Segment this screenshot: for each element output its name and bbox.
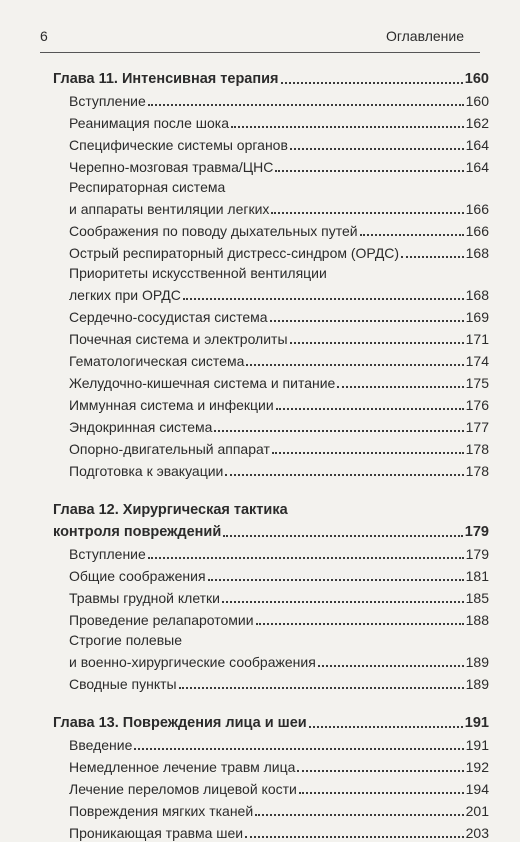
toc-entry[interactable] [53, 348, 489, 370]
entry-page-number: 175 [465, 375, 489, 391]
dot-leader [245, 836, 464, 838]
entry-title: и военно-хирургические соображения [69, 654, 316, 670]
entry-page-number: 194 [465, 781, 489, 797]
dot-leader [309, 726, 463, 728]
entry-page-number: 162 [465, 115, 489, 131]
dot-leader [134, 748, 463, 750]
toc-entry[interactable] [53, 370, 489, 392]
entry-title: Проникающая травма шеи [69, 825, 244, 841]
entry-page-number: 189 [465, 654, 489, 670]
chapter-title: Глава 13. Повреждения лица и шеи [53, 715, 307, 731]
entry-page-number: 201 [465, 803, 489, 819]
entry-page-number: 181 [465, 568, 489, 584]
dot-leader [223, 535, 463, 537]
toc-entry[interactable] [53, 392, 489, 414]
entry-title: Эндокринная система [69, 419, 213, 435]
toc-entry[interactable] [53, 754, 489, 776]
dot-leader [208, 579, 464, 581]
entry-title: Острый респираторный дистресс-синдром (ОРДС) [69, 245, 400, 261]
entry-title-line: Респираторная система [69, 179, 226, 195]
page-header [40, 28, 464, 48]
entry-page-number: 191 [465, 737, 489, 753]
entry-title: Соображения по поводу дыхательных путей [69, 223, 358, 239]
dot-leader [246, 364, 463, 366]
toc-entry[interactable] [53, 282, 489, 304]
dot-leader [297, 770, 463, 772]
entry-title-line: Строгие полевые [69, 632, 182, 648]
entry-title: Опорно-двигательный аппарат [69, 441, 270, 457]
toc-entry[interactable] [53, 240, 489, 262]
entry-title: Травмы грудной клетки [69, 590, 220, 606]
toc-entry[interactable] [53, 563, 489, 585]
dot-leader [225, 474, 463, 476]
dot-leader [276, 408, 464, 410]
entry-page-number: 171 [465, 331, 489, 347]
dot-leader [299, 792, 464, 794]
entry-page-number: 178 [465, 441, 489, 457]
chapter-heading-row[interactable] [53, 710, 489, 732]
toc-chapter [53, 66, 489, 480]
toc-entry[interactable] [53, 414, 489, 436]
entry-page-number: 174 [465, 353, 489, 369]
chapter-heading-row[interactable] [53, 66, 489, 88]
entry-title: Почечная система и электролиты [69, 331, 288, 347]
entry-page-number: 185 [465, 590, 489, 606]
toc-chapter [53, 497, 489, 693]
chapter-heading-row[interactable] [53, 519, 489, 541]
header-rule [40, 52, 480, 53]
entry-page-number: 203 [465, 825, 489, 841]
entry-title: Реанимация после шока [69, 115, 230, 131]
entry-page-number: 169 [465, 309, 489, 325]
entry-page-number: 177 [465, 419, 489, 435]
toc-entry[interactable] [53, 607, 489, 629]
dot-leader [222, 601, 464, 603]
toc-entry[interactable] [53, 326, 489, 348]
dot-leader [183, 298, 464, 300]
dot-leader [337, 386, 463, 388]
dot-leader [214, 430, 463, 432]
running-title: Оглавление [385, 28, 464, 44]
table-of-contents [53, 66, 489, 842]
chapter-page-number: 191 [464, 715, 489, 731]
dot-leader [360, 234, 464, 236]
entry-page-number: 168 [465, 287, 489, 303]
page-number: 6 [40, 28, 48, 44]
toc-entry[interactable] [53, 88, 489, 110]
toc-entry[interactable] [53, 649, 489, 671]
entry-page-number: 192 [465, 759, 489, 775]
entry-page-number: 164 [465, 159, 489, 175]
entry-title: Проведение релапаротомии [69, 612, 254, 628]
chapter-title: Глава 11. Интенсивная терапия [53, 71, 279, 87]
entry-title: Подготовка к эвакуации [69, 463, 224, 479]
toc-entry[interactable] [53, 776, 489, 798]
entry-title: Вступление [69, 93, 146, 109]
toc-entry[interactable] [53, 458, 489, 480]
dot-leader [318, 665, 464, 667]
toc-chapter [53, 710, 489, 842]
entry-title: и аппараты вентиляции легких [69, 201, 270, 217]
dot-leader [148, 104, 464, 106]
entry-page-number: 164 [465, 137, 489, 153]
toc-entry[interactable] [53, 218, 489, 240]
entry-title: Желудочно-кишечная система и питание [69, 375, 336, 391]
dot-leader [148, 557, 464, 559]
chapter-page-number: 160 [464, 71, 489, 87]
entry-page-number: 160 [465, 93, 489, 109]
entry-page-number: 168 [465, 245, 489, 261]
dot-leader [270, 320, 464, 322]
entry-title: Гематологическая система [69, 353, 245, 369]
entry-title: Сердечно-сосудистая система [69, 309, 268, 325]
entry-page-number: 166 [465, 201, 489, 217]
entry-title: Черепно-мозговая травма/ЦНС [69, 159, 274, 175]
toc-entry[interactable] [53, 798, 489, 820]
dot-leader [255, 814, 463, 816]
toc-entry[interactable] [53, 110, 489, 132]
chapter-title: контроля повреждений [53, 524, 222, 540]
dot-leader [290, 148, 464, 150]
dot-leader [256, 623, 464, 625]
dot-leader [272, 452, 464, 454]
entry-page-number: 189 [465, 676, 489, 692]
toc-entry[interactable] [53, 541, 489, 563]
entry-page-number: 188 [465, 612, 489, 628]
toc-entry[interactable] [53, 820, 489, 842]
entry-page-number: 179 [465, 546, 489, 562]
dot-leader [231, 126, 464, 128]
entry-title: Лечение переломов лицевой кости [69, 781, 297, 797]
chapter-page-number: 179 [464, 524, 489, 540]
entry-title-line: Приоритеты искусственной вентиляции [69, 265, 327, 281]
dot-leader [271, 212, 463, 214]
dot-leader [401, 256, 464, 258]
toc-entry[interactable] [53, 671, 489, 693]
toc-entry[interactable] [53, 304, 489, 326]
dot-leader [290, 342, 464, 344]
entry-title: легких при ОРДС [69, 287, 181, 303]
entry-title: Немедленное лечение травм лица [69, 759, 296, 775]
toc-entry[interactable] [53, 436, 489, 458]
entry-title: Вступление [69, 546, 146, 562]
dot-leader [281, 82, 463, 84]
entry-title: Специфические системы органов [69, 137, 288, 153]
entry-page-number: 178 [465, 463, 489, 479]
entry-page-number: 176 [465, 397, 489, 413]
toc-entry[interactable] [53, 732, 489, 754]
entry-title: Введение [69, 737, 133, 753]
dot-leader [179, 687, 464, 689]
entry-title: Сводные пункты [69, 676, 177, 692]
toc-entry[interactable] [53, 154, 489, 176]
toc-entry[interactable] [53, 132, 489, 154]
toc-entry[interactable] [53, 196, 489, 218]
entry-title: Повреждения мягких тканей [69, 803, 254, 819]
entry-page-number: 166 [465, 223, 489, 239]
entry-title: Иммунная система и инфекции [69, 397, 274, 413]
chapter-title-line: Глава 12. Хирургическая тактика [53, 502, 288, 518]
entry-title: Общие соображения [69, 568, 206, 584]
dot-leader [275, 170, 463, 172]
toc-entry[interactable] [53, 585, 489, 607]
